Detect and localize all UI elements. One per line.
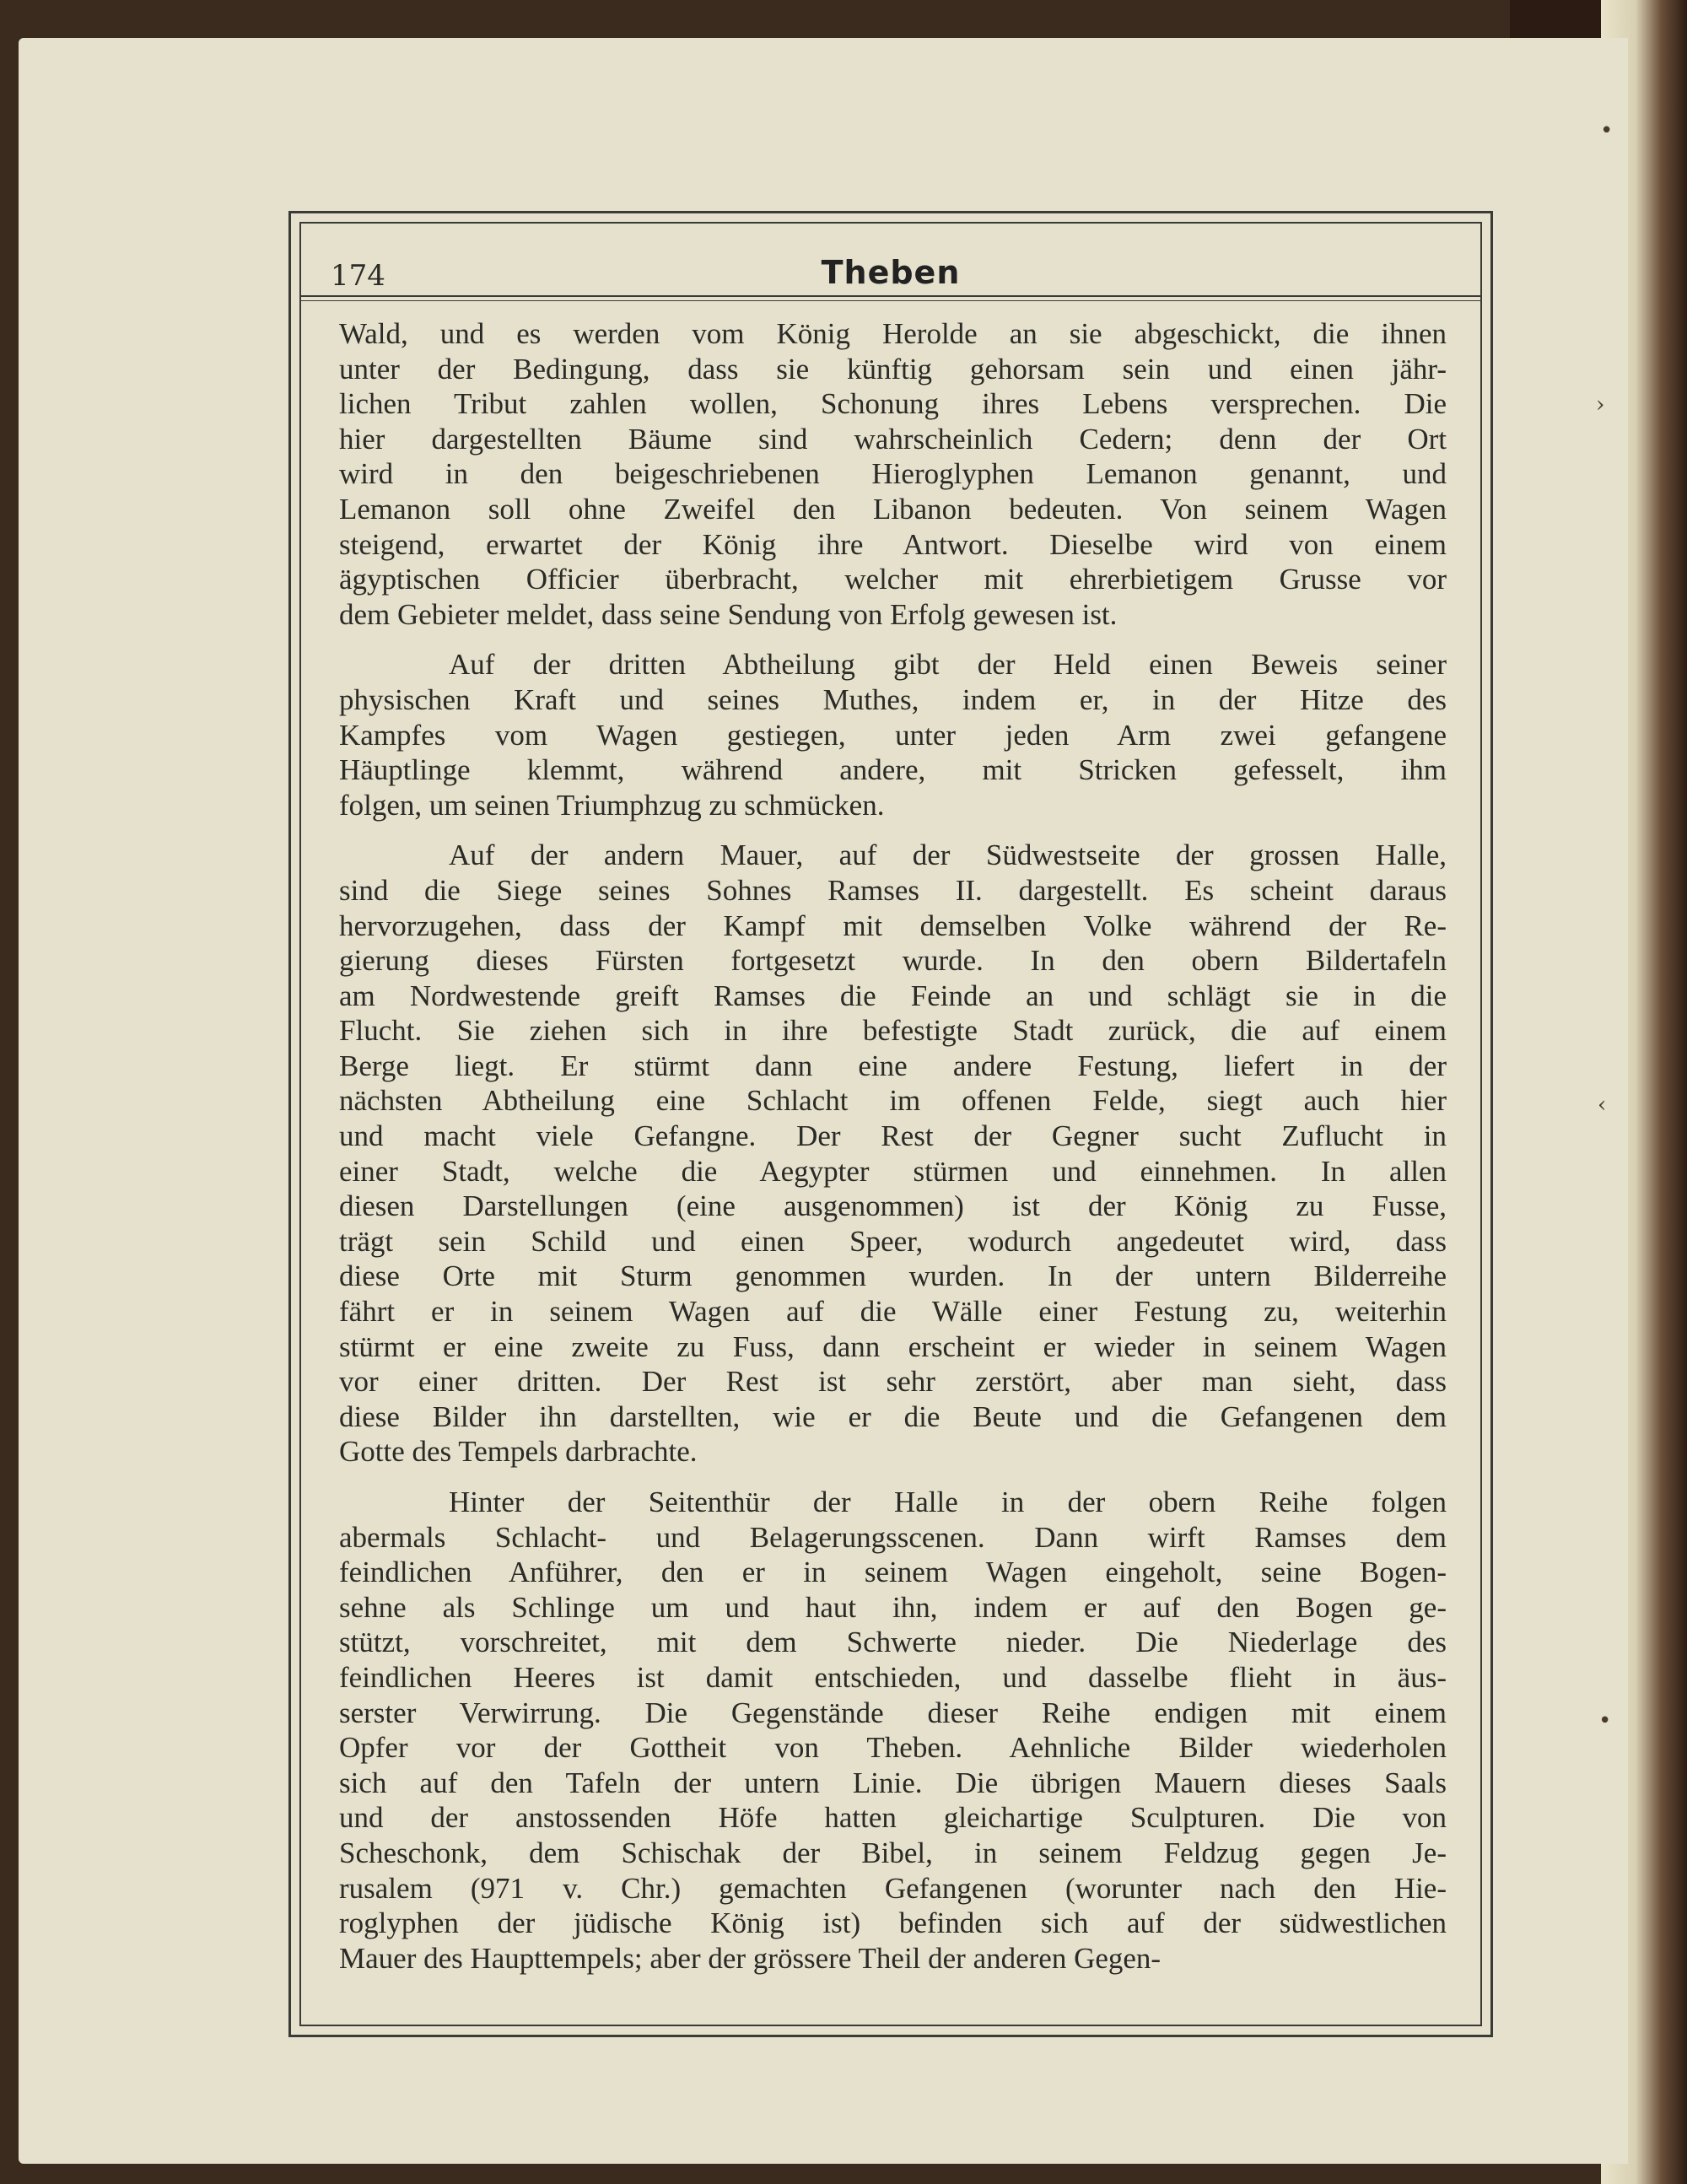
text-line: stützt, vorschreitet, mit dem Schwerte nieder. Die Niederlage des [339, 1626, 1447, 1659]
text-line: Auf der dritten Abtheilung gibt der Held einen Beweis seiner [449, 648, 1447, 682]
text-line: gierung dieses Fürsten fortgesetzt wurde. In den obern Bildertafeln [339, 944, 1447, 978]
text-line: stürmt er eine zweite zu Fuss, dann erscheint er wieder in seinem Wagen [339, 1329, 1447, 1363]
text-line: feindlichen Heeres ist damit entschieden, und dasselbe flieht in äus- [339, 1660, 1447, 1694]
text-line: Wald, und es werden vom König Herolde an sie abgeschickt, die ihnen [339, 317, 1447, 350]
text-line: Kampfes vom Wagen gestiegen, unter jeden Arm zwei gefangene [339, 718, 1447, 752]
text-line: und macht viele Gefangne. Der Rest der Gegner sucht Zuflucht in [339, 1119, 1447, 1153]
text-line: hier dargestellten Bäume sind wahrscheinlich Cedern; denn der Ort [339, 422, 1447, 456]
text-line: vor einer dritten. Der Rest ist sehr zerstört, aber man sieht, dass [339, 1365, 1447, 1399]
margin-mark: • [1600, 118, 1614, 143]
book-page [19, 38, 1628, 2164]
text-line: diese Orte mit Sturm genommen wurden. In der untern Bilderreihe [339, 1259, 1447, 1293]
text-line: einer Stadt, welche die Aegypter stürmen und einnehmen. In allen [339, 1154, 1447, 1188]
text-line: folgen, um seinen Triumphzug zu schmücken. [339, 788, 885, 822]
text-line: trägt sein Schild und einen Speer, wodurch angedeutet wird, dass [339, 1224, 1447, 1258]
text-line: unter der Bedingung, dass sie künftig gehorsam sein und einen jähr- [339, 352, 1447, 386]
text-line: Flucht. Sie ziehen sich in ihre befestigte Stadt zurück, die auf einem [339, 1014, 1447, 1048]
text-line: feindlichen Anführer, den er in seinem Wagen eingeholt, seine Bogen- [339, 1556, 1447, 1589]
text-line: roglyphen der jüdische König ist) befinden sich auf der südwestlichen [339, 1906, 1447, 1940]
text-line: Gotte des Tempels darbrachte. [339, 1435, 698, 1469]
text-line: lichen Tribut zahlen wollen, Schonung ihres Lebens versprechen. Die [339, 387, 1447, 421]
text-line: sehne als Schlinge um und haut ihn, indem er auf den Bogen ge- [339, 1590, 1447, 1624]
text-line: dem Gebieter meldet, dass seine Sendung von Erfolg gewesen ist. [339, 597, 1118, 631]
text-line: Häuptlinge klemmt, während andere, mit Stricken gefesselt, ihm [339, 753, 1447, 787]
text-line: serster Verwirrung. Die Gegenstände dieser Reihe endigen mit einem [339, 1696, 1447, 1729]
text-line: hervorzugehen, dass der Kampf mit demselben Volke während der Re- [339, 909, 1447, 942]
text-frame [288, 211, 1493, 2037]
text-line: rusalem (971 v. Chr.) gemachten Gefangenen (worunter nach den Hie- [339, 1871, 1447, 1905]
text-line: diesen Darstellungen (eine ausgenommen) ist der König zu Fusse, [339, 1189, 1447, 1223]
text-frame-inner [299, 222, 1482, 2026]
text-line: und der anstossenden Höfe hatten gleichartige Sculpturen. Die von [339, 1801, 1447, 1835]
paragraph [339, 1485, 1447, 1976]
text-line: Mauer des Haupttempels; aber der grössere Theil der anderen Gegen- [339, 1941, 1161, 1975]
text-line: ägyptischen Officier überbracht, welcher mit ehrerbietigem Grusse vor [339, 563, 1447, 596]
header-rule-thin [301, 300, 1480, 301]
text-line: Scheschonk, dem Schischak der Bibel, in seinem Feldzug gegen Je- [339, 1836, 1447, 1869]
text-line: Opfer vor der Gottheit von Theben. Aehnliche Bilder wiederholen [339, 1731, 1447, 1765]
text-line: sich auf den Tafeln der untern Linie. Die übrigen Mauern dieses Saals [339, 1766, 1447, 1799]
text-line: steigend, erwartet der König ihre Antwort. Dieselbe wird von einem [339, 527, 1447, 561]
text-line: Berge liegt. Er stürmt dann eine andere Festung, liefert in der [339, 1049, 1447, 1082]
paragraph [339, 316, 1447, 632]
margin-mark: ‹ [1598, 1092, 1607, 1118]
text-line: abermals Schlacht- und Belagerungsscenen. Dann wirft Ramses dem [339, 1520, 1447, 1554]
text-line: wird in den beigeschriebenen Hieroglyphen Lemanon genannt, und [339, 457, 1447, 491]
text-line: Hinter der Seitenthür der Halle in der obern Reihe folgen [449, 1486, 1447, 1518]
page-number: 174 [331, 259, 385, 293]
body-text [339, 316, 1447, 1976]
text-line: diese Bilder ihn darstellten, wie er die Beute und die Gefangenen dem [339, 1399, 1447, 1433]
text-line: Lemanon soll ohne Zweifel den Libanon bedeuten. Von seinem Wagen [339, 492, 1447, 526]
text-line: nächsten Abtheilung eine Schlacht im offenen Felde, siegt auch hier [339, 1084, 1447, 1118]
margin-mark: • [1598, 1708, 1612, 1734]
margin-mark: › [1596, 392, 1605, 418]
text-line: Auf der andern Mauer, auf der Südwestseite der grossen Halle, [449, 839, 1447, 872]
text-line: sind die Siege seines Sohnes Ramses II. dargestellt. Es scheint daraus [339, 873, 1447, 907]
header-rule [301, 295, 1480, 297]
text-line: physischen Kraft und seines Muthes, indem er, in der Hitze des [339, 682, 1447, 716]
paragraph [339, 838, 1447, 1469]
paragraph [339, 647, 1447, 822]
running-head: Theben [821, 254, 961, 291]
text-line: am Nordwestende greift Ramses die Feinde an und schlägt sie in die [339, 979, 1447, 1012]
text-line: fährt er in seinem Wagen auf die Wälle einer Festung zu, weiterhin [339, 1295, 1447, 1329]
